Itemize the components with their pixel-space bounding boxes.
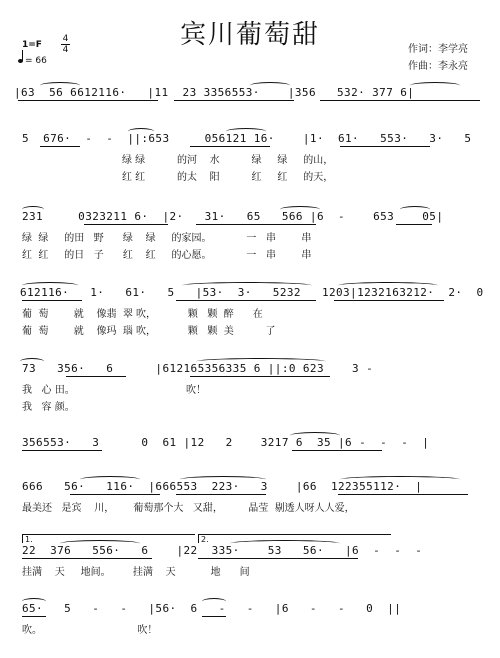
- time-signature: [61, 34, 70, 55]
- notation-line: 231 0323211 6· |2· 31· 65 566 |6 - 653 05|: [22, 210, 444, 223]
- lyric-verse-2: 红 红 的太 阳 红 红 的天，: [122, 172, 334, 183]
- beam-line: [18, 100, 158, 101]
- beam-line: [70, 494, 160, 495]
- beam-line: [196, 224, 316, 225]
- slur-mark: [230, 540, 340, 547]
- slur-mark: [182, 282, 312, 289]
- notation-line: 666 56· 116· |666553 223· 3 |66 122355112· |: [22, 480, 423, 493]
- slur-mark: [226, 128, 266, 135]
- second-ending-label: 2.: [201, 535, 209, 544]
- slur-mark: [338, 282, 438, 289]
- lyric-verse-2: 我 容 颜。: [22, 402, 75, 413]
- slur-mark: [250, 82, 290, 89]
- lyric-verse-1: 最美还 是宾 川， 葡萄那个大 又甜， 晶莹 剔透人呀人人爱，: [22, 503, 355, 514]
- beam-line: [22, 558, 152, 559]
- slur-mark: [290, 432, 340, 439]
- beam-line: [22, 450, 102, 451]
- beam-line: [40, 146, 80, 147]
- notation-line: 73 356· 6 |612165356335 6 ||:0 623 3 -: [22, 362, 374, 375]
- beam-line: [340, 146, 430, 147]
- beam-line: [174, 100, 294, 101]
- slur-mark: [40, 82, 80, 89]
- quarter-note-icon: [18, 59, 23, 63]
- beam-line: [84, 224, 168, 225]
- slur-mark: [22, 282, 78, 289]
- notation-line: |63 56 6612116· |11 23 3356553· |356 532· 377 6|: [14, 86, 415, 99]
- tempo-value: = 66: [25, 56, 47, 66]
- notation-line: 22 376 556· 6 |22 335· 53 56· |6 - - -: [22, 544, 423, 557]
- slur-mark: [22, 598, 46, 605]
- slur-mark: [128, 128, 154, 135]
- slur-mark: [180, 476, 266, 483]
- lyric-verse-1: 绿 绿 的河 水 绿 绿 的山，: [122, 155, 334, 166]
- time-signature-bottom: 4: [62, 45, 69, 55]
- notation-line: 612116· 1· 61· 5 |53· 3· 5232 1203|1232163212· 2· 0: [20, 286, 484, 299]
- beam-line: [176, 300, 316, 301]
- song-title: 宾川葡萄甜: [179, 20, 320, 50]
- notation-line: 5 676· - - ||:653 056121 16· |1· 61· 553· 3· 5: [22, 132, 472, 145]
- slur-mark: [20, 358, 44, 365]
- beam-line: [396, 224, 432, 225]
- lyricist-credit: 作词：李学亮: [408, 44, 468, 55]
- slur-mark: [400, 206, 430, 213]
- lyric-verse-1: 葡 萄 就 像翡 翠 吹， 颗 颗 醉 在: [22, 309, 263, 320]
- beam-line: [292, 450, 382, 451]
- beam-line: [176, 494, 266, 495]
- beam-line: [202, 616, 226, 617]
- slur-mark: [22, 206, 44, 213]
- slur-mark: [196, 358, 326, 365]
- beam-line: [190, 376, 330, 377]
- slur-mark: [340, 476, 460, 483]
- beam-line: [22, 300, 82, 301]
- lyric-verse-1: 吹。 吹！: [22, 625, 158, 636]
- composer-credit: 作曲：李永亮: [408, 61, 468, 72]
- beam-line: [190, 146, 270, 147]
- key-signature: 1=F: [22, 40, 42, 50]
- slur-mark: [410, 82, 460, 89]
- time-signature-top: 4: [62, 34, 69, 44]
- beam-line: [334, 300, 444, 301]
- slur-mark: [280, 206, 320, 213]
- slur-mark: [202, 598, 226, 605]
- beam-line: [198, 558, 358, 559]
- lyric-verse-1: 我 心 田。 吹！: [22, 385, 206, 396]
- beam-line: [22, 616, 46, 617]
- lyric-verse-1: 绿 绿 的田 野 绿 绿 的家园。 一 串 串: [22, 233, 312, 244]
- notation-line: 356553· 3 0 61 |12 2 3217 6 35 |6 - - - |: [22, 436, 430, 449]
- slur-mark: [60, 540, 140, 547]
- lyric-verse-2: 红 红 的日 子 红 红 的心愿。 一 串 串: [22, 250, 312, 261]
- beam-line: [338, 494, 468, 495]
- lyric-verse-2: 葡 萄 就 像玛 瑙 吹， 颗 颗 美 了: [22, 326, 276, 337]
- beam-line: [66, 376, 126, 377]
- first-ending-label: 1.: [25, 535, 33, 544]
- lyric-verse-1: 挂满 天 地间。 挂满 天 地 间: [22, 567, 250, 578]
- slur-mark: [80, 476, 140, 483]
- notation-line: 65· 5 - - |56· 6 - - |6 - - 0 ||: [22, 602, 402, 615]
- beam-line: [320, 100, 480, 101]
- tempo-mark: [18, 56, 47, 66]
